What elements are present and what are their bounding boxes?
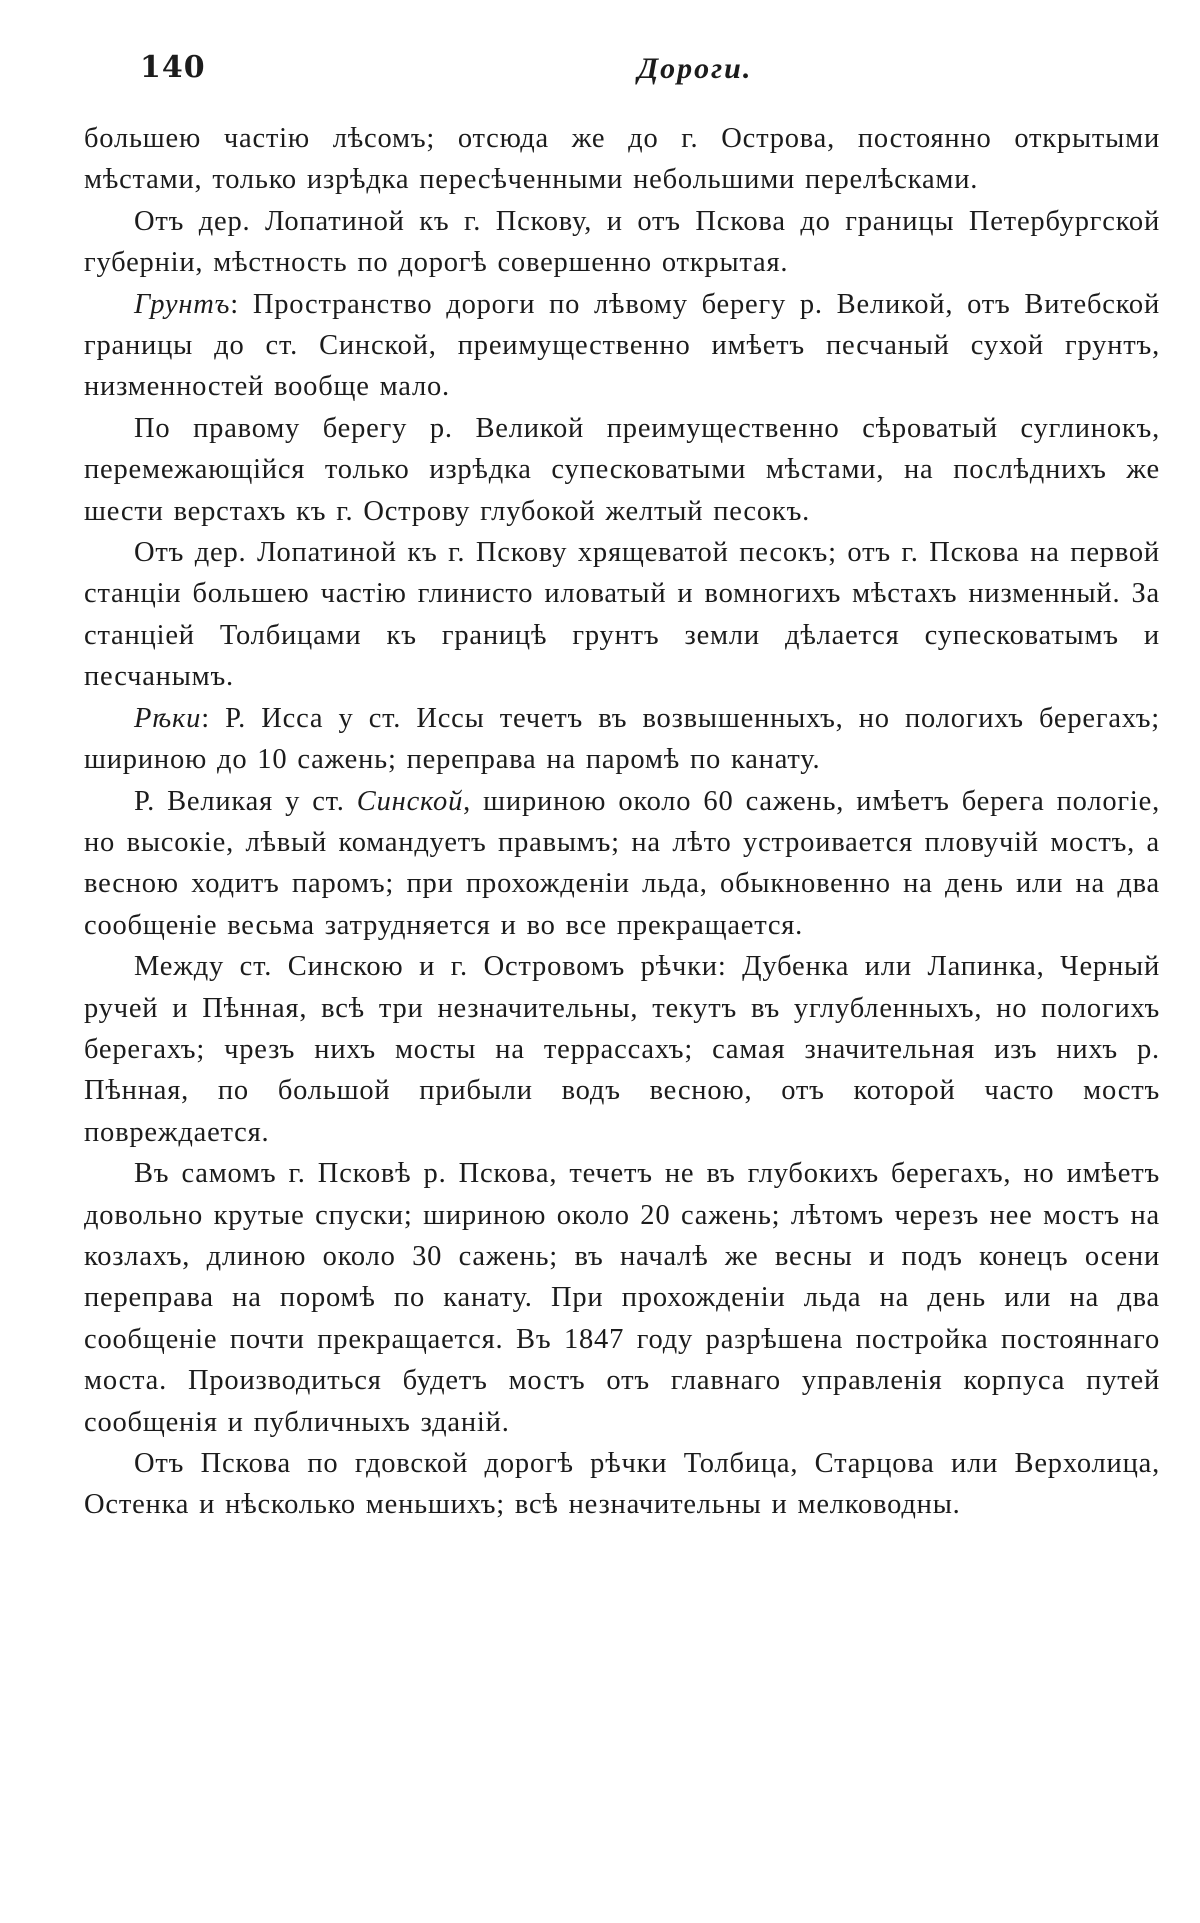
section-lead-rivers: Рѣки [134,702,202,734]
paragraph [84,201,1160,284]
section-lead-ground: Грунтъ [134,288,231,320]
paragraph-ground [84,284,1160,408]
page-header [140,50,1160,100]
paragraph-text: большею частію лѣсомъ; отсюда же до г. Острова, постоянно открытыми мѣстами, только изрѣдка пересѣченными небольшими перелѣсками. [84,123,1160,196]
body-text [84,118,1160,1526]
paragraph-text: Отъ дер. Лопатиной къ г. Пскову хрящеватой песокъ; отъ г. Пскова на первой станціи большею частію глинисто иловатый и вомногихъ мѣстахъ низменный. За станціей Толбицами къ границѣ грунтъ земли дѣлается супесковатымъ и песчанымъ. [84,537,1160,693]
paragraph-text: : Пространство дороги по лѣвому берегу р. Великой, отъ Витебской границы до ст. Синской, преимущественно имѣетъ песчаный сухой грунтъ, низменностей вообще мало. [84,288,1160,403]
paragraph [84,408,1160,532]
running-head: Дороги. [637,52,753,85]
paragraph-text: Между ст. Синскою и г. Островомъ рѣчки: Дубенка или Лапинка, Черный ручей и Пѣнная, всѣ три незначительны, текутъ въ углубленныхъ, но пологихъ берегахъ; чрезъ нихъ мосты на террассахъ; самая значительная изъ нихъ р. Пѣнная, по большой прибыли водъ весною, отъ которой часто мостъ повреждается. [84,951,1160,1148]
paragraph-text: Отъ дер. Лопатиной къ г. Пскову, и отъ Пскова до границы Петербургской губерніи, мѣстность по дорогѣ совершенно открытая. [84,205,1160,279]
paragraph-text: , шириною около 60 сажень, имѣетъ берега пологіе, но высокіе, лѣвый командуетъ правымъ; на лѣто устроивается пловучій мостъ, а весною ходитъ паромъ; при прохожденіи льда, обыкновенно на день или на два сообщеніе весьма затрудняется и во все прекращается. [84,785,1160,941]
paragraph [84,1443,1160,1526]
paragraph-text: По правому берегу р. Великой преимущественно сѣроватый суглинокъ, перемежающійся только изрѣдка супесковатыми мѣстами, на послѣднихъ же шести верстахъ къ г. Острову глубокой желтый песокъ. [84,412,1160,527]
paragraph [84,118,1160,201]
paragraph [84,532,1160,698]
paragraph [84,1153,1160,1443]
paragraph-text: Въ самомъ г. Псковѣ р. Псковa, течетъ не въ глубокихъ берегахъ, но имѣетъ довольно крутые спуски; шириною около 20 сажень; лѣтомъ черезъ нее мостъ на козлахъ, длиною около 30 сажень; въ началѣ же весны и подъ конецъ осени переправа на поромѣ по канату. При прохожденіи льда на день или на два сообщеніе почти прекращается. Въ 1847 году разрѣшена постройка постояннаго моста. Производиться будетъ мостъ отъ главнаго управленія корпуса путей сообщенія и публичныхъ зданій. [84,1158,1160,1438]
paragraph-text: Р. Великая у ст. [134,785,357,817]
station-name: Синской [356,785,464,817]
paragraph-text: Отъ Пскова по гдовской дорогѣ рѣчки Толбица, Старцова или Верхолица, Остенка и нѣсколько меньшихъ; всѣ незначительны и мелководны. [84,1448,1160,1521]
paragraph-text: : Р. Исса у ст. Иссы течетъ въ возвышенныхъ, но пологихъ берегахъ; шириною до 10 сажень; переправа на паромѣ по канату. [84,702,1160,776]
page-number: 140 [140,50,206,85]
paragraph-rivers [84,698,1160,781]
paragraph [84,946,1160,1153]
paragraph [84,781,1160,947]
